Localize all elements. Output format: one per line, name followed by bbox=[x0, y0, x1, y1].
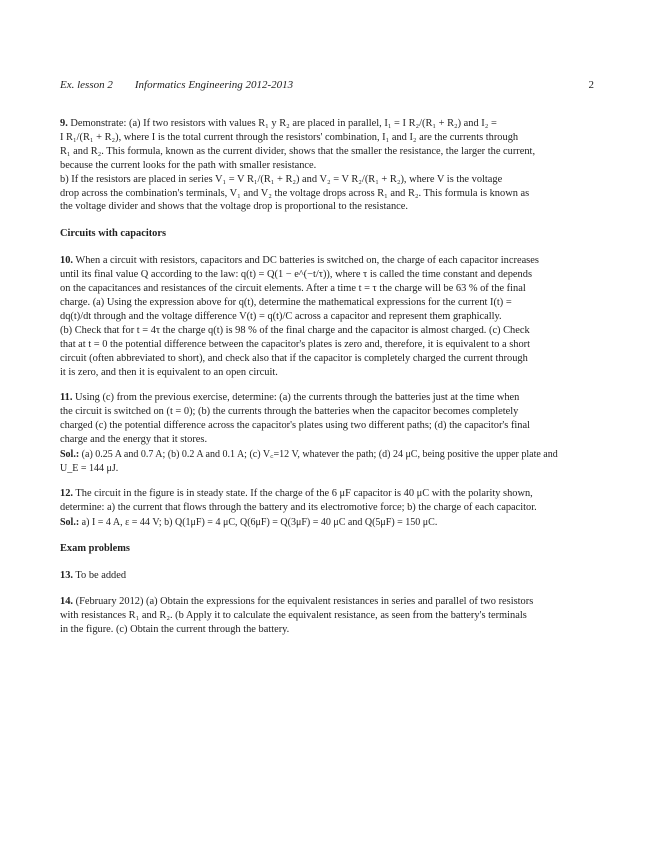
solution-label: Sol.: bbox=[60, 449, 80, 461]
problem-14 bbox=[60, 595, 594, 637]
problem-11-solution bbox=[60, 448, 594, 462]
header-course: Informatics Engineering 2012-2013 bbox=[134, 79, 294, 91]
problem-12-solution bbox=[60, 516, 594, 530]
problem-10 bbox=[60, 254, 594, 379]
header-doc-title: Ex. lesson 2 bbox=[60, 79, 113, 91]
problem-9-text: Demonstrate: (a) If two resistors with values R₁ y R₂ are placed in parallel, I₁ = I R₂/(R₁ + R₂) and I₂ = bbox=[70, 118, 497, 129]
problem-10-line: dq(t)/dt through and the voltage difference V(t) = q(t)/C across a capacitor and represent them graphically. bbox=[60, 310, 502, 322]
problem-14-line: in the figure. (c) Obtain the current through the battery. bbox=[60, 623, 290, 635]
problem-9 bbox=[60, 117, 594, 214]
problem-11-line: charge and the energy that it stores. bbox=[60, 434, 208, 446]
problem-13-number: 13. bbox=[60, 570, 73, 582]
problem-12-text: The circuit in the figure is in steady state. If the charge of the 6 μF capacitor is 40 μC with the polarity shown, bbox=[75, 488, 533, 500]
solution-text: (a) 0.25 A and 0.7 A; (b) 0.2 A and 0.1 A; (c) V꜀=12 V, whatever the path; (d) 24 μC, being positive the upper plate and bbox=[81, 449, 558, 461]
problem-12 bbox=[60, 487, 594, 529]
problem-9-number: 9. bbox=[60, 118, 68, 129]
problem-11-solution-cont: U_E = 144 μJ. bbox=[60, 462, 119, 474]
problem-11 bbox=[60, 391, 594, 475]
section-heading-exam: Exam problems bbox=[60, 543, 130, 555]
problem-9b-line: the voltage divider and shows that the voltage drop is proportional to the resistance. bbox=[60, 201, 408, 213]
problem-14-line bbox=[60, 595, 594, 609]
problem-11-line bbox=[60, 391, 594, 405]
problem-10-line: it is zero, and then it is equivalent to an open circuit. bbox=[60, 366, 278, 378]
page-number: 2 bbox=[588, 79, 594, 91]
problem-10-line: circuit (often abbreviated to short), and check also that if the capacitor is completely charged the current through bbox=[60, 352, 528, 364]
problem-11-number: 11. bbox=[60, 392, 73, 404]
problem-10-line: until its final value Q according to the law: q(t) = Q(1 − e^(−t/τ)), where τ is called the time constant and depends bbox=[60, 269, 532, 281]
problem-14-text: (February 2012) (a) Obtain the expressions for the equivalent resistances in series and parallel of two resistors bbox=[75, 596, 534, 608]
problem-11-text: Using (c) from the previous exercise, determine: (a) the currents through the batteries just at the time when bbox=[75, 392, 520, 404]
problem-13 bbox=[60, 569, 594, 583]
problem-11-line: the circuit is switched on (t = 0); (b) the currents through the batteries when the capacitor becomes completely bbox=[60, 406, 519, 418]
problem-9-line: I R₁/(R₁ + R₂), where I is the total current through the resistors' combination, I₁ and I₂ are the currents through bbox=[60, 131, 519, 143]
problem-10-line: on the capacitances and resistances of the circuit elements. After a time t = τ the charge will be 63 % of the final bbox=[60, 283, 526, 295]
problem-10-line bbox=[60, 254, 594, 268]
page-header bbox=[60, 79, 594, 91]
solution-label: Sol.: bbox=[60, 516, 80, 528]
solution-text: a) I = 4 A, ε = 44 V; b) Q(1μF) = 4 μC, Q(6μF) = Q(3μF) = 40 μC and Q(5μF) = 150 μC. bbox=[81, 516, 438, 528]
problem-11-line: charged (c) the potential difference across the capacitor's plates using two different paths; (d) the capacitor's final bbox=[60, 420, 530, 432]
problem-10-line: charge. (a) Using the expression above for q(t), determine the mathematical expressions for the current I(t) = bbox=[60, 296, 512, 308]
section-heading-capacitors: Circuits with capacitors bbox=[60, 228, 167, 240]
problem-10-number: 10. bbox=[60, 255, 73, 267]
problem-10-line: that at t = 0 the potential difference between the capacitor's plates is zero and, therefore, it is equivalent to a short bbox=[60, 338, 531, 350]
page-content bbox=[60, 117, 594, 649]
problem-9-line bbox=[60, 117, 594, 131]
problem-9-line: because the current looks for the path with smaller resistance. bbox=[60, 159, 317, 171]
problem-9-line: R₁ and R₂. This formula, known as the current divider, shows that the smaller the resistance, the larger the current, bbox=[60, 145, 536, 157]
problem-12-line: determine: a) the current that flows through the battery and its electromotive force; b) the charge of each capacitor. bbox=[60, 501, 537, 513]
problem-9b-line: b) If the resistors are placed in series V₁ = V R₁/(R₁ + R₂) and V₂ = V R₂/(R₁ + R₂), where V is the voltage bbox=[60, 173, 503, 185]
problem-13-line bbox=[60, 569, 594, 583]
problem-10-text: When a circuit with resistors, capacitors and DC batteries is switched on, the charge of each capacitor increases bbox=[75, 255, 539, 267]
problem-9b-line: drop across the combination's terminals, V₁ and V₂ the voltage drops across R₁ and R₂. This formula is known as bbox=[60, 187, 530, 199]
problem-13-text: To be added bbox=[75, 570, 127, 582]
problem-14-line: with resistances R₁ and R₂. (b Apply it to calculate the equivalent resistance, as seen from the battery's terminals bbox=[60, 610, 527, 622]
problem-14-number: 14. bbox=[60, 596, 73, 608]
problem-12-number: 12. bbox=[60, 488, 73, 500]
problem-12-line bbox=[60, 487, 594, 501]
problem-10-line: (b) Check that for t = 4τ the charge q(t) is 98 % of the final charge and the capacitor is almost charged. (c) Check bbox=[60, 324, 530, 336]
